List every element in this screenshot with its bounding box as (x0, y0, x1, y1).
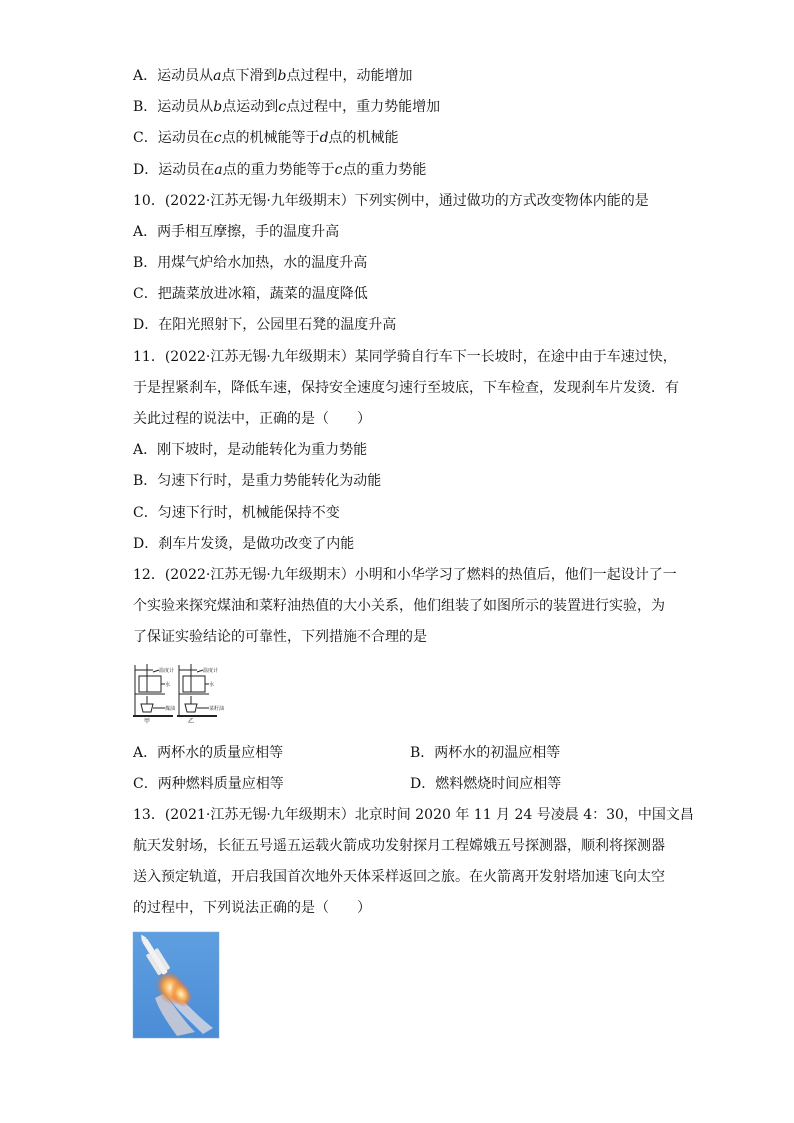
q9-option-b (133, 97, 440, 117)
q10-stem: 10．(2022·江苏无锡·九年级期末）下列实例中，通过做功的方式改变物体内能的是 (133, 193, 649, 209)
option-text: 点的重力势能等于 (222, 162, 335, 178)
q11-option-b: B．匀速下行时，是重力势能转化为动能 (133, 473, 382, 489)
q12-option-d: D．燃料燃烧时间应相等 (410, 776, 562, 792)
point-label: b (213, 99, 223, 115)
q12-stem-line-3: 了保证实验结论的可靠性，下列措施不合理的是 (133, 629, 427, 645)
point-label: a (213, 68, 222, 84)
q9-option-a (133, 66, 412, 86)
point-label: c (278, 99, 287, 115)
q12-stem-line-1: 12．(2022·江苏无锡·九年级期末）小明和小华学习了燃料的热值后，他们一起设计了一 (133, 567, 677, 583)
thermometer-label-right: 温度计 (203, 668, 219, 674)
point-label: b (277, 68, 287, 84)
q9-option-d (133, 160, 426, 180)
q9-option-c (133, 128, 399, 148)
option-text: B．运动员从 (133, 99, 214, 115)
rocket-launch-photo (133, 932, 219, 1038)
q13-stem-line-4: 的过程中，下列说法正确的是（ ） (133, 900, 371, 916)
point-label: d (319, 130, 329, 146)
option-text: D．运动员在 (133, 162, 215, 178)
burner-apparatus-figure (131, 662, 225, 725)
fuel-label-left: 煤油 (165, 706, 176, 712)
q10-option-c: C．把蔬菜放进冰箱，蔬菜的温度降低 (133, 286, 368, 302)
q12-option-a: A．两杯水的质量应相等 (133, 745, 284, 761)
q11-stem-line-3: 关此过程的说法中，正确的是（ ） (133, 411, 371, 427)
q11-option-c: C．匀速下行时，机械能保持不变 (133, 505, 340, 521)
fuel-label-right: 菜籽油 (209, 706, 225, 712)
figure-label-yi: 乙 (188, 718, 195, 725)
option-text: A．运动员从 (133, 68, 214, 84)
option-text: 点运动到 (222, 99, 279, 115)
q12-option-b: B．两杯水的初温应相等 (410, 745, 561, 761)
thermometer-label-left: 温度计 (159, 668, 175, 674)
option-text: 点的机械能 (328, 130, 399, 146)
q10-option-b: B．用煤气炉给水加热，水的温度升高 (133, 255, 368, 271)
q11-option-a: A．刚下坡时，是动能转化为重力势能 (133, 442, 368, 458)
option-text: 点的重力势能 (342, 162, 427, 178)
point-label: c (334, 162, 343, 178)
q12-stem-line-2: 个实验来探究煤油和菜籽油热值的大小关系，他们组装了如图所示的装置进行实验，为 (133, 598, 665, 614)
option-text: 点过程中，重力势能增加 (286, 99, 441, 115)
q11-option-d: D．刹车片发烫，是做功改变了内能 (133, 536, 355, 552)
q10-option-d: D．在阳光照射下，公园里石凳的温度升高 (133, 317, 397, 333)
q13-stem-line-2: 航天发射场，长征五号遥五运载火箭成功发射探月工程嫦娥五号探测器，顺利将探测器 (133, 838, 665, 854)
option-text: 点过程中，动能增加 (286, 68, 413, 84)
q13-stem-line-3: 送入预定轨道，开启我国首次地外天体采样返回之旅。在火箭离开发射塔加速飞向太空 (133, 869, 665, 885)
q13-stem-line-1: 13．(2021·江苏无锡·九年级期末）北京时间 2020 年 11 月 24 号凌晨 4：30，中国文昌 (133, 807, 694, 823)
option-text: 点的机械能等于 (221, 130, 320, 146)
q11-stem-line-1: 11．(2022·江苏无锡·九年级期末）某同学骑自行车下一长坡时，在途中由于车速过快， (133, 349, 677, 365)
water-label-left: 水 (165, 682, 171, 688)
q10-option-a: A．两手相互摩擦，手的温度升高 (133, 224, 340, 240)
point-label: a (214, 162, 223, 178)
option-text: 点下滑到 (221, 68, 278, 84)
point-label: c (213, 130, 222, 146)
figure-label-jia: 甲 (144, 718, 151, 725)
option-text: C．运动员在 (133, 130, 214, 146)
water-label-right: 水 (209, 682, 215, 688)
q12-option-c: C．两种燃料质量应相等 (133, 776, 284, 792)
q11-stem-line-2: 于是捏紧刹车，降低车速，保持安全速度匀速行至坡底，下车检查，发现刹车片发烫．有 (133, 380, 679, 396)
